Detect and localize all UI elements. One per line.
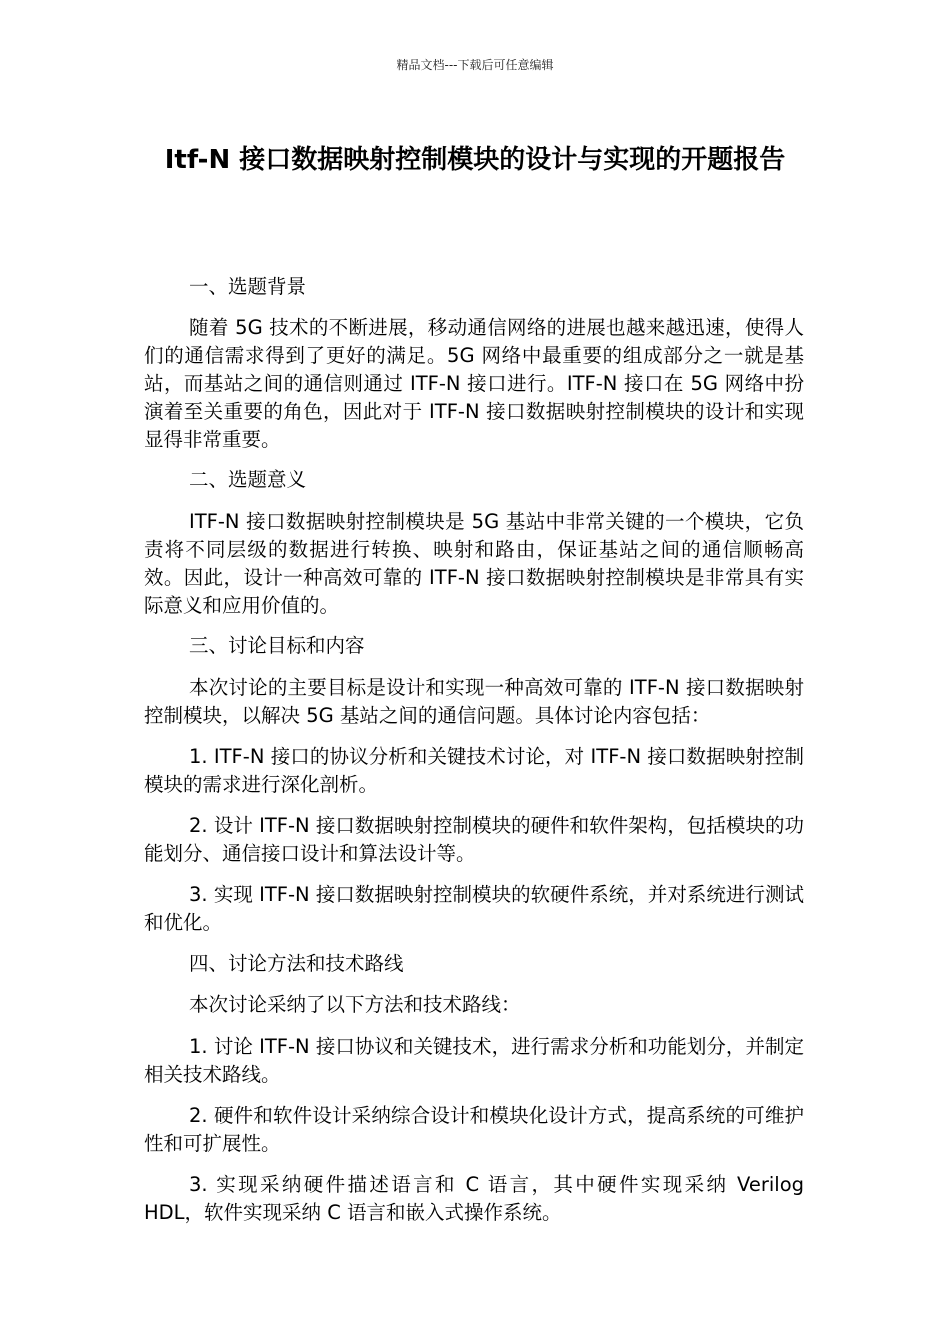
document-title: Itf-N 接口数据映射控制模块的设计与实现的开题报告 [164,145,786,175]
section-heading-methods: 四、讨论方法和技术路线 [189,952,404,975]
paragraph-methods-intro: 本次讨论采纳了以下方法和技术路线： [189,993,521,1016]
header-note: 精品文档---下载后可任意编辑 [396,58,554,72]
goal-item-3: 3. 实现 ITF-N 接口数据映射控制模块的软硬件系统，并对系统进行测试和优化。 [144,883,804,934]
section-heading-background: 一、选题背景 [189,275,307,298]
goal-item-2: 2. 设计 ITF-N 接口数据映射控制模块的硬件和软件架构，包括模块的功能划分、通信接口设计和算法设计等。 [144,814,804,865]
paragraph-significance: ITF-N 接口数据映射控制模块是 5G 基站中非常关键的一个模块，它负责将不同层级的数据进行转换、映射和路由，保证基站之间的通信顺畅高效。因此，设计一种高效可靠的 ITF-N 接口数据映射控制模块是非常具有实际意义和应用价值的。 [144,510,804,617]
goal-item-1: 1. ITF-N 接口的协议分析和关键技术讨论，对 ITF-N 接口数据映射控制模块的需求进行深化剖析。 [144,745,804,796]
paragraph-background: 随着 5G 技术的不断进展，移动通信网络的进展也越来越迅速，使得人们的通信需求得到了更好的满足。5G 网络中最重要的组成部分之一就是基站，而基站之间的通信则通过 ITF-N 接口进行。ITF-N 接口在 5G 网络中扮演着至关重要的角色，因此对于 ITF-N 接口数据映射控制模块的设计和实现显得非常重要。 [144,316,804,451]
section-heading-goals: 三、讨论目标和内容 [189,634,365,657]
method-item-2: 2. 硬件和软件设计采纳综合设计和模块化设计方式，提高系统的可维护性和可扩展性。 [144,1104,804,1155]
method-item-3: 3. 实现采纳硬件描述语言和 C 语言，其中硬件实现采纳 Verilog HDL，软件实现采纳 C 语言和嵌入式操作系统。 [144,1173,804,1224]
method-item-1: 1. 讨论 ITF-N 接口协议和关键技术，进行需求分析和功能划分，并制定相关技术路线。 [144,1035,804,1086]
paragraph-goals-intro: 本次讨论的主要目标是设计和实现一种高效可靠的 ITF-N 接口数据映射控制模块，以解决 5G 基站之间的通信问题。具体讨论内容包括： [144,676,804,727]
section-heading-significance: 二、选题意义 [189,468,307,491]
